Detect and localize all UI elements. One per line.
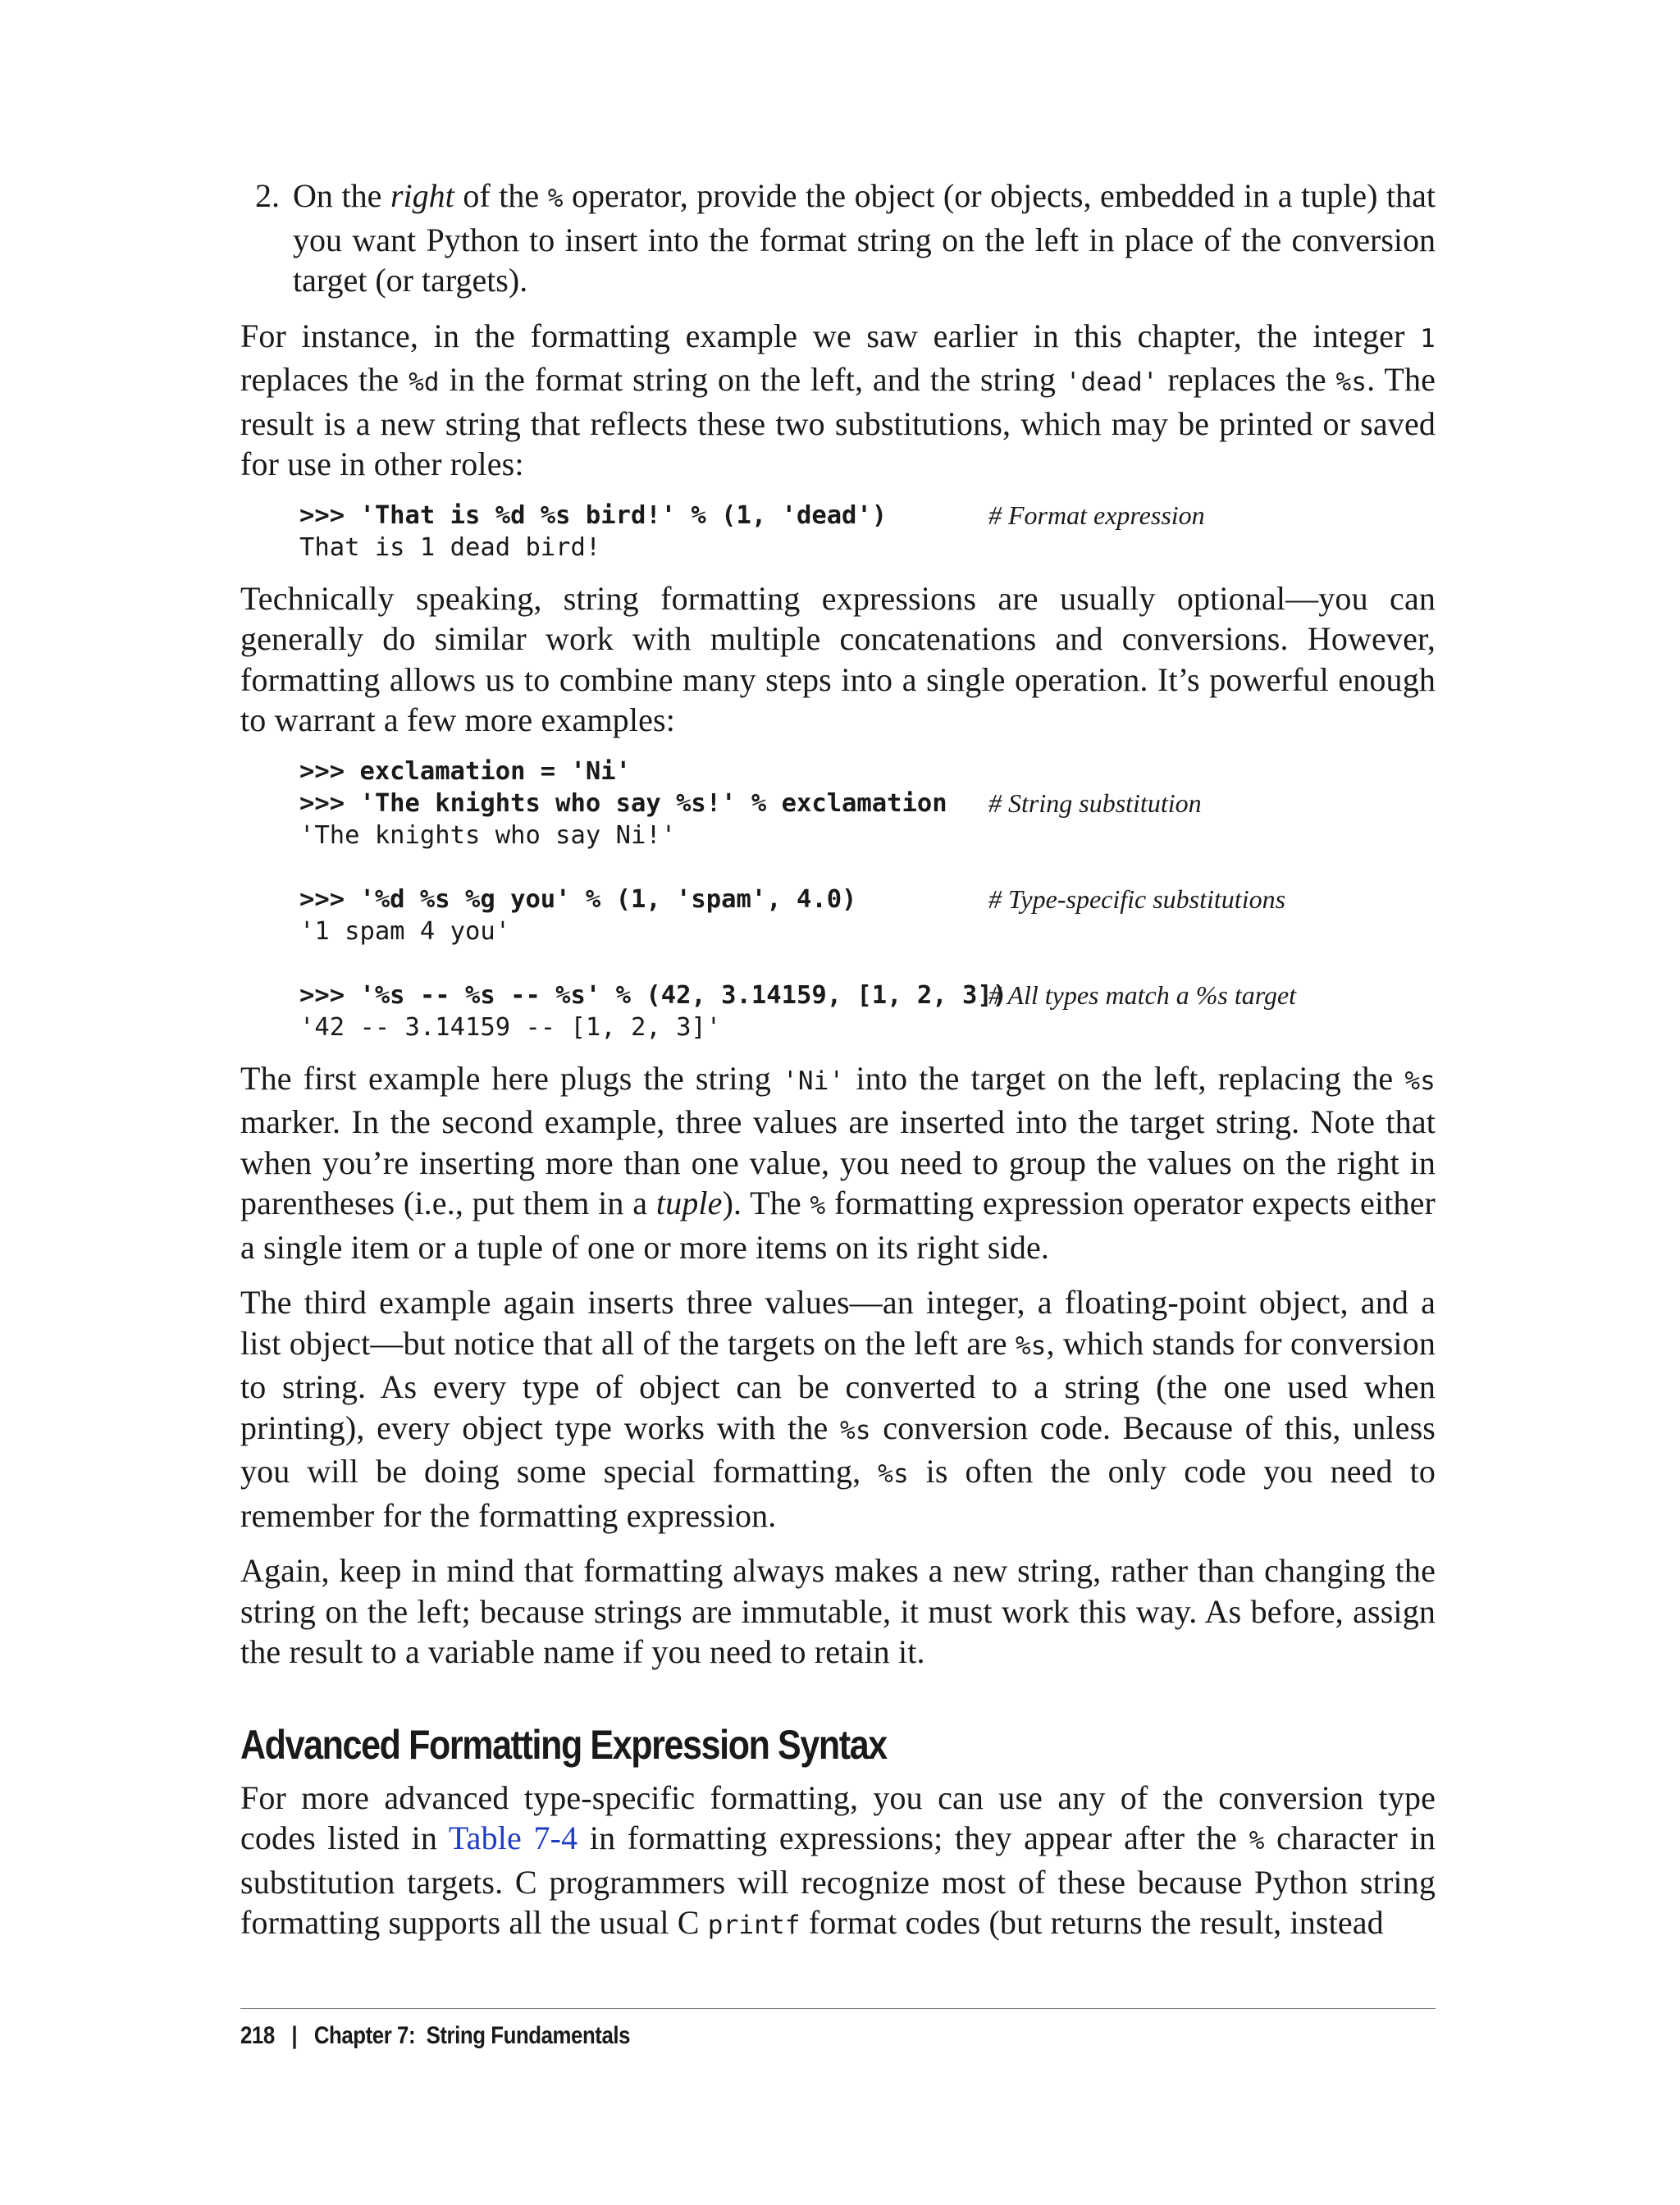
footer-divider: [240, 2008, 1436, 2009]
paragraph-advanced-formatting: For more advanced type-specific formatting, you can use any of the conversion type codes listed in Table 7-4 in formatting expressions; they appear after the % character in substitution targets. C programmers will recognize most of these because Python string formatting supports all the usual C printf format codes (but returns the result, instead: [240, 1778, 1436, 1941]
paragraph-technically-speaking: Technically speaking, string formatting expressions are usually optional—you can generally do similar work with multiple concatenations and conversions. However, formatting allows us to combine many steps into a single operation. It’s powerful enough to warrant a few more examples:: [240, 579, 1436, 738]
footer-separator: |: [291, 2022, 298, 2049]
code-line: >>> 'That is %d %s bird!' % (1, 'dead') # Format expression: [299, 500, 1205, 530]
code-line: >>> '%s -- %s -- %s' % (42, 3.14159, [1, 2, 3]) # All types match a %s target: [299, 979, 1297, 1010]
code-output-line: 'The knights who say Ni!': [299, 820, 677, 850]
code-comment: # Type-specific substitutions: [988, 883, 1286, 914]
code-line: >>> '%d %s %g you' % (1, 'spam', 4.0) # Type-specific substitutions: [299, 883, 1286, 914]
page-content: [240, 176, 1436, 1961]
code-line: >>> 'The knights who say %s!' % exclamation # String substitution: [299, 788, 1202, 818]
paragraph-immutable: Again, keep in mind that formatting always makes a new string, rather than changing the string on the left; because strings are immutable, it must work this way. As before, assign the result to a variable name if you need to retain it.: [240, 1552, 1436, 1670]
list-item-text: On the right of the % operator, provide the object (or objects, embedded in a tuple) that you want Python to insert into the format string on the left in place of the conversion target (or targets).: [293, 177, 1436, 299]
list-number: 2.: [255, 177, 280, 214]
code-comment: # Format expression: [988, 500, 1205, 530]
page-footer: [240, 2008, 1436, 2050]
paragraph-first-example: The first example here plugs the string 'Ni' into the target on the left, replacing the %s marker. In the second example, three values are inserted into the target string. Note that when you’re inserting more than one value, you need to group the values on the right in parentheses (i.e., put them in a tuple). The % formatting expression operator expects either a single item or a tuple of one or more items on its right side.: [240, 1059, 1436, 1266]
footer-text: [240, 2022, 1268, 2050]
chapter-title: Chapter 7: String Fundamentals: [313, 2022, 631, 2049]
code-output-line: '42 -- 3.14159 -- [1, 2, 3]': [299, 1012, 722, 1042]
section-heading: Advanced Formatting Expression Syntax: [240, 1721, 887, 1768]
code-block-format-expression: [299, 500, 1436, 564]
code-output-line: '1 spam 4 you': [299, 916, 511, 946]
table-link[interactable]: Table 7-4: [448, 1819, 578, 1856]
code-block-examples: [299, 756, 1436, 1043]
code-comment: # All types match a %s target: [988, 979, 1297, 1010]
code-output-line: That is 1 dead bird!: [299, 532, 601, 562]
paragraph-format-example: For instance, in the formatting example we saw earlier in this chapter, the integer 1 replaces the %d in the format string on the left, and the string 'dead' replaces the %s. The result is a new string that reflects these two substitutions, which may be printed or saved for use in other roles:: [240, 317, 1436, 482]
paragraph-third-example: The third example again inserts three values—an integer, a floating-point object, and a list object—but notice that all of the targets on the left are %s, which stands for conversion to string. As every type of object can be converted to a string (the one used when printing), every object type works with the %s conversion code. Because of this, unless you will be doing some special formatting, %s is often the only code you need to remember for the formatting expression.: [240, 1284, 1436, 1534]
numbered-list-item: [255, 176, 1436, 301]
code-line: >>> exclamation = 'Ni': [299, 756, 631, 786]
code-comment: # String substitution: [988, 788, 1202, 818]
page-number: 218: [240, 2022, 275, 2049]
